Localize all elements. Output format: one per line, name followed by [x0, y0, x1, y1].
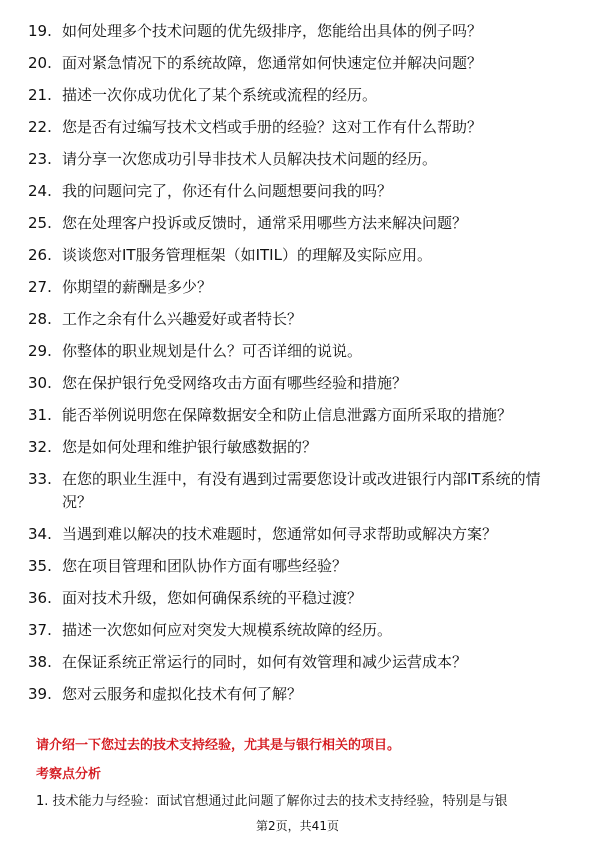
page-footer: 第2页，共41页 — [256, 819, 339, 833]
question-item — [28, 436, 568, 459]
analysis-item: 1. 技术能力与经验：面试官想通过此问题了解你过去的技术支持经验，特别是与银 — [36, 794, 508, 809]
question-item — [28, 148, 568, 171]
question-number: 24. — [28, 182, 52, 200]
question-number: 28. — [28, 310, 52, 328]
question-text: 您是如何处理和维护银行敏感数据的？ — [62, 438, 318, 456]
question-item — [28, 116, 568, 139]
question-text: 如何处理多个技术问题的优先级排序，您能给出具体的例子吗？ — [62, 22, 483, 40]
question-item — [28, 244, 568, 267]
question-text: 您在项目管理和团队协作方面有哪些经验？ — [62, 557, 348, 575]
question-item — [28, 276, 568, 299]
question-item — [28, 308, 568, 331]
question-text: 面对紧急情况下的系统故障，您通常如何快速定位并解决问题？ — [62, 54, 483, 72]
analysis-section-title: 考察点分析 — [36, 767, 102, 782]
question-number: 39. — [28, 685, 52, 703]
question-item — [28, 619, 568, 642]
question-text: 在保证系统正常运行的同时，如何有效管理和减少运营成本？ — [62, 653, 468, 671]
question-text: 谈谈您对IT服务管理框架（如ITIL）的理解及实际应用。 — [62, 246, 432, 264]
question-list — [28, 20, 568, 715]
question-text: 您在保护银行免受网络攻击方面有哪些经验和措施？ — [62, 374, 408, 392]
question-item — [28, 84, 568, 107]
question-text: 描述一次你成功优化了某个系统或流程的经历。 — [62, 86, 378, 104]
question-number: 26. — [28, 246, 52, 264]
question-number: 29. — [28, 342, 52, 360]
question-number: 37. — [28, 621, 52, 639]
question-text: 请分享一次您成功引导非技术人员解决技术问题的经历。 — [62, 150, 438, 168]
question-text: 你期望的薪酬是多少？ — [62, 278, 213, 296]
question-item — [28, 372, 568, 395]
question-item — [28, 523, 568, 546]
question-item — [28, 340, 568, 363]
question-item — [28, 468, 568, 514]
question-text: 能否举例说明您在保障数据安全和防止信息泄露方面所采取的措施？ — [62, 406, 513, 424]
question-item — [28, 180, 568, 203]
question-item — [28, 683, 568, 706]
question-number: 38. — [28, 653, 52, 671]
question-text: 当遇到难以解决的技术难题时，您通常如何寻求帮助或解决方案？ — [62, 525, 498, 543]
question-item — [28, 651, 568, 674]
question-number: 22. — [28, 118, 52, 136]
question-text: 描述一次您如何应对突发大规模系统故障的经历。 — [62, 621, 393, 639]
question-number: 27. — [28, 278, 52, 296]
question-text: 面对技术升级，您如何确保系统的平稳过渡？ — [62, 589, 363, 607]
question-number: 25. — [28, 214, 52, 232]
question-text: 工作之余有什么兴趣爱好或者特长？ — [62, 310, 303, 328]
question-text: 您在处理客户投诉或反馈时，通常采用哪些方法来解决问题？ — [62, 214, 468, 232]
question-text: 我的问题问完了，你还有什么问题想要问我的吗？ — [62, 182, 393, 200]
question-number: 20. — [28, 54, 52, 72]
question-number: 23. — [28, 150, 52, 168]
question-text: 您是否有过编写技术文档或手册的经验？这对工作有什么帮助？ — [62, 118, 483, 136]
question-number: 34. — [28, 525, 52, 543]
question-number: 32. — [28, 438, 52, 456]
question-number: 36. — [28, 589, 52, 607]
question-item — [28, 52, 568, 75]
question-number: 19. — [28, 22, 52, 40]
question-item — [28, 555, 568, 578]
question-text: 在您的职业生涯中，有没有遇到过需要您设计或改进银行内部IT系统的情况？ — [62, 470, 541, 511]
question-item — [28, 20, 568, 43]
question-item — [28, 404, 568, 427]
question-number: 21. — [28, 86, 52, 104]
question-number: 35. — [28, 557, 52, 575]
question-item — [28, 212, 568, 235]
question-text: 你整体的职业规划是什么？可否详细的说说。 — [62, 342, 363, 360]
question-number: 31. — [28, 406, 52, 424]
question-number: 30. — [28, 374, 52, 392]
highlight-question: 请介绍一下您过去的技术支持经验，尤其是与银行相关的项目。 — [36, 738, 401, 753]
question-text: 您对云服务和虚拟化技术有何了解？ — [62, 685, 303, 703]
question-number: 33. — [28, 470, 52, 488]
question-item — [28, 587, 568, 610]
